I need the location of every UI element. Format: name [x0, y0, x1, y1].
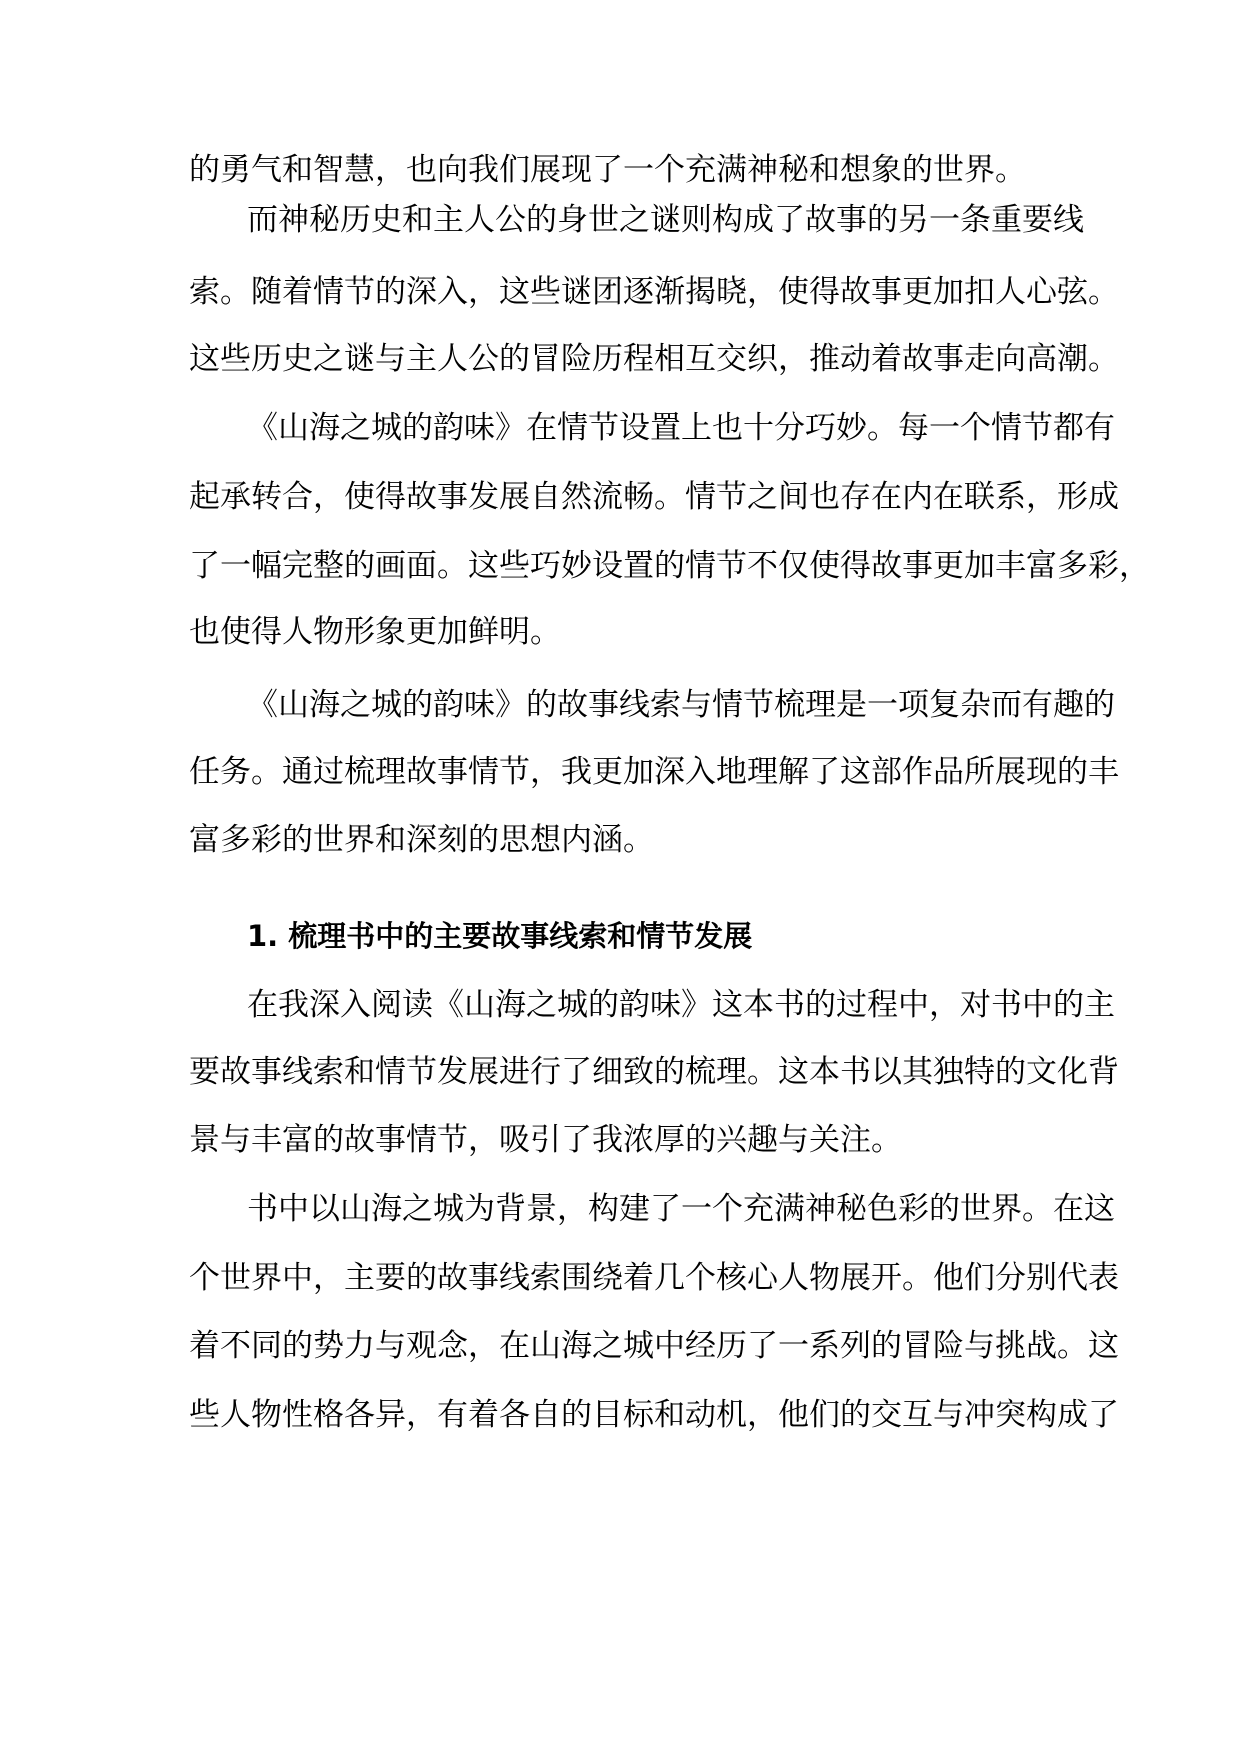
- paragraph-line: 《山海之城的韵味》的故事线索与情节梳理是一项复杂而有趣的: [247, 687, 1115, 723]
- paragraph-line: 富多彩的世界和深刻的思想内涵。: [189, 822, 654, 858]
- paragraph-line: 书中以山海之城为背景，构建了一个充满神秘色彩的世界。在这: [247, 1191, 1115, 1227]
- paragraph-line: 个世界中，主要的故事线索围绕着几个核心人物展开。他们分别代表: [189, 1260, 1119, 1296]
- paragraph-line: 要故事线索和情节发展进行了细致的梳理。这本书以其独特的文化背: [189, 1054, 1119, 1090]
- paragraph-line: 起承转合，使得故事发展自然流畅。情节之间也存在内在联系，形成: [189, 479, 1119, 515]
- paragraph-line: 而神秘历史和主人公的身世之谜则构成了故事的另一条重要线: [247, 202, 1084, 238]
- paragraph-line: 的勇气和智慧，也向我们展现了一个充满神秘和想象的世界。: [189, 152, 1026, 188]
- paragraph-line: 也使得人物形象更加鲜明。: [189, 614, 561, 650]
- paragraph-line: 任务。通过梳理故事情节，我更加深入地理解了这部作品所展现的丰: [189, 754, 1119, 790]
- paragraph-line: 索。随着情节的深入，这些谜团逐渐揭晓，使得故事更加扣人心弦。: [189, 274, 1119, 310]
- paragraph-line: 着不同的势力与观念，在山海之城中经历了一系列的冒险与挑战。这: [189, 1328, 1119, 1364]
- paragraph-line: 些人物性格各异，有着各自的目标和动机，他们的交互与冲突构成了: [189, 1397, 1119, 1433]
- paragraph-line: 景与丰富的故事情节，吸引了我浓厚的兴趣与关注。: [189, 1122, 902, 1158]
- section-heading: 1. 梳理书中的主要故事线索和情节发展: [247, 919, 753, 953]
- paragraph-line: 《山海之城的韵味》在情节设置上也十分巧妙。每一个情节都有: [247, 410, 1115, 446]
- paragraph-line: 了一幅完整的画面。这些巧妙设置的情节不仅使得故事更加丰富多彩，: [189, 548, 1150, 584]
- paragraph-line: 在我深入阅读《山海之城的韵味》这本书的过程中，对书中的主: [247, 987, 1115, 1023]
- paragraph-line: 这些历史之谜与主人公的冒险历程相互交织，推动着故事走向高潮。: [189, 341, 1119, 377]
